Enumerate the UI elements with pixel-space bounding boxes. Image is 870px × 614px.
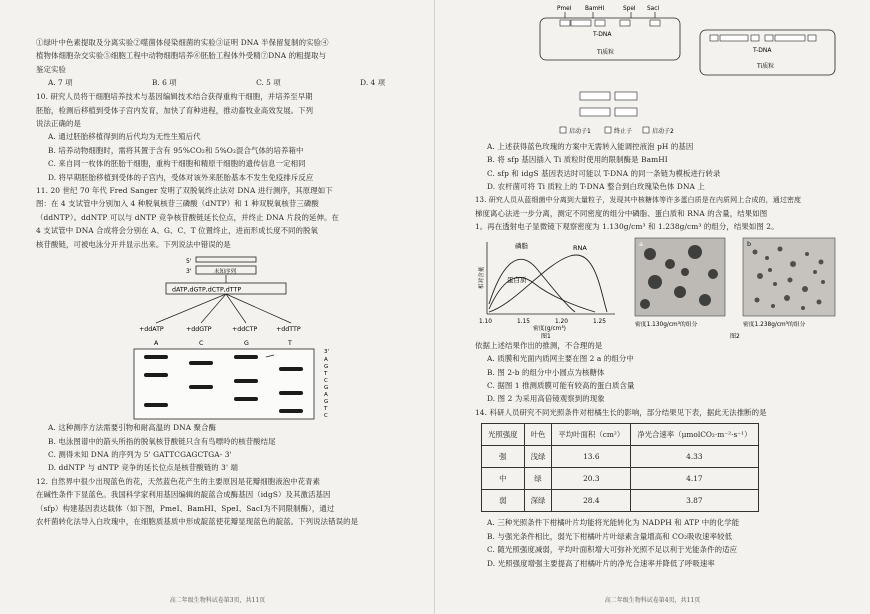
q13-stem-2: 梯度离心法进一步分离，测定不同密度的组分中磷脂、蛋白质和 RNA 的含量，结果如图 <box>475 209 768 219</box>
q9-options <box>36 76 425 90</box>
cell-color: 浅绿 <box>524 446 552 468</box>
q10-stem-2: 胚胎，检测后移植到受体子宫内发育，加快了育种进程，推动畜牧业高效发展。下列 <box>36 105 314 115</box>
q10-option-c: C. 来自同一枚体的胚胎干细胞，重构干细胞和精原干细胞的遗传信息一定相同 <box>48 159 306 169</box>
gel-box <box>134 349 314 419</box>
insert-fragment-3 <box>580 108 610 116</box>
strand-3prime: 3' <box>186 268 192 276</box>
add-ddctp: +ddCTP <box>232 326 258 334</box>
primer-strand <box>196 257 256 262</box>
figure2-caption: 图2 <box>730 332 740 339</box>
ti-label-1: Ti质粒 <box>597 49 615 56</box>
legend-terminator: 终止子 <box>614 128 633 135</box>
left-column <box>36 0 425 528</box>
tdna-label-1: T-DNA <box>593 31 612 38</box>
table-row <box>482 446 759 468</box>
q13-lead: 依据上述结果作出的推测，不合理的是 <box>475 340 603 350</box>
curve-protein <box>489 277 595 312</box>
q14-option-b: B. 与强光条件相比，弱光下柑橘叶片叶绿素含量增高和 CO₂吸收速率较低 <box>487 531 733 541</box>
side-seq-5: A <box>324 392 328 399</box>
q12-option-b: B. 将 sfp 基因插入 Ti 质粒时使用的限制酶是 BamHⅠ <box>487 155 668 165</box>
q11-stem-3: （ddNTP）。ddNTP 可以与 dNTP 竞争核苷酸链延长位点，并终止 DNA 片段的延伸。在 <box>36 212 339 222</box>
cell-area: 28.4 <box>552 490 631 512</box>
q14-header-color: 叶色 <box>524 424 552 446</box>
label-rna: RNA <box>573 243 587 252</box>
micrograph-b-caption: 密度1.238g/cm³的组分 <box>743 321 806 328</box>
q14-header-rate: 净光合速率（μmolCO₂·m⁻²·s⁻¹） <box>631 424 758 446</box>
tdna-cassette-1 <box>560 20 660 26</box>
q14-option-d: D. 光照强度增强主要提高了柑橘叶片的净光合速率并降低了呼吸速率 <box>487 558 715 568</box>
tdna-label-2: T-DNA <box>753 47 772 54</box>
add-ddttp: +ddTTP <box>276 326 301 334</box>
q14-stem: 14. 科研人员研究不同光照条件对柑橘生长的影响，部分结果见下表，据此无法推断的是 <box>475 407 767 417</box>
q12-stem-3: （sfp）构建基因表达载体（如下图，PmeⅠ、BamHⅠ、SpeⅠ、SacⅠ为不同限制酶），通过 <box>36 503 335 513</box>
micrograph-b <box>743 238 835 316</box>
intro-line-3: 鉴定实验 <box>36 64 66 74</box>
q13-figures <box>475 234 842 339</box>
table-row <box>482 468 759 490</box>
promoter2-swatch <box>643 127 649 133</box>
q10-stem-3: 说法正确的是 <box>36 119 81 129</box>
q11-stem-1: 11. 20 世纪 70 年代 Fred Sanger 发明了双脱氧终止法对 DNA 进行测序，其原理如下 <box>36 186 333 196</box>
side-seq-6: G <box>324 399 329 406</box>
q10-option-d: D. 将早期胚胎移植到受体的子宫内，受体对该外来胚胎基本不发生免疫排斥反应 <box>48 172 314 182</box>
q13-stem-3: 1。再在透射电子显微镜下观察密度为 1.130g/cm³ 和 1.238g/cm³ 的组分，结果如图 2。 <box>475 222 779 232</box>
cell-rate: 4.33 <box>631 446 758 468</box>
lane-t-label: T <box>288 340 292 348</box>
table-row <box>482 490 759 512</box>
side-sequence <box>323 357 330 419</box>
q13-option-c: C. 据图 1 推测质膜可能有较高的蛋白质含量 <box>487 381 635 391</box>
intro-line-1: ①绿叶中色素提取及分离实验②噬菌体侵染细菌的实验③证明 DNA 半保留复制的实验④ <box>36 38 329 47</box>
q14-header-row <box>482 424 759 446</box>
density-chart <box>477 241 615 339</box>
ti-label-2: Ti质粒 <box>757 63 775 70</box>
side-seq-1: G <box>324 364 329 371</box>
y-axis-label: 相对含量 <box>479 266 485 289</box>
q9-option-a: A. 7 项 <box>48 78 73 88</box>
q12-option-d: D. 农杆菌可将 Ti 质粒上的 T-DNA 整合到白玫瑰染色体 DNA 上 <box>487 182 705 192</box>
tick-125: 1.25 <box>593 318 606 325</box>
right-footer: 高二年级生物科试卷第4页，共11页 <box>604 597 701 604</box>
micrograph-a-label: a <box>639 239 643 248</box>
cell-light: 中 <box>482 468 525 490</box>
curve-phospholipid <box>489 259 575 312</box>
micrograph-a <box>635 238 725 316</box>
insert-fragment-4 <box>615 108 637 116</box>
terminator-swatch <box>605 127 611 133</box>
q14-header-area: 平均叶面积（cm²） <box>552 424 631 446</box>
q14-table <box>481 423 759 512</box>
q12-stem-2: 在碱性条件下显蓝色。我国科学家利用基因编辑的靛蓝合成酶基因（idgS）及其激活基因 <box>36 490 331 500</box>
tdna-cassette-2 <box>710 35 816 41</box>
label-protein: 蛋白质 <box>507 275 527 284</box>
tick-115: 1.15 <box>517 318 530 325</box>
q12-option-c: C. sfp 和 idgS 基因表达时可能以 T-DNA 的同一条链为模板进行转录 <box>487 168 721 178</box>
cell-area: 13.6 <box>552 446 631 468</box>
site-ticks <box>565 12 655 18</box>
insert-fragment-1 <box>580 92 610 100</box>
site-bamhi: BamHⅠ <box>585 6 605 12</box>
q12-stem-1: 12. 自然界中很少出现蓝色的花，天然蓝色花产生的主要原因是花瓣细胞液泡中花青素 <box>36 476 321 486</box>
q9-option-b: B. 6 项 <box>152 78 177 88</box>
sanger-figure <box>36 251 426 421</box>
q11-stem-2: 图：在 4 支试管中分别加入 4 种脱氧核苷三磷酸（dNTP）和 1 种双脱氧核苷三磷酸 <box>36 199 319 209</box>
micrograph-a-caption: 密度1.130g/cm³的组分 <box>635 321 698 328</box>
strand-5prime: 5' <box>186 258 192 266</box>
q11-option-a: A. 这种测序方法需要引物和耐高温的 DNA 聚合酶 <box>48 423 217 433</box>
plasmid-legend <box>560 127 674 135</box>
lane-g-label: G <box>244 340 249 348</box>
branch-arrows <box>156 294 291 323</box>
q11-stem-5: 核苷酸链，可被电泳分开并显示出来。下列说法中错误的是 <box>36 239 231 249</box>
site-spei: SpeⅠ <box>623 6 636 12</box>
label-phospholipid: 磷脂 <box>515 241 528 250</box>
q10-option-b: B. 培养动物细胞时，需将其置于含有 95%CO₂和 5%O₂混合气体的培养箱中 <box>48 145 304 155</box>
right-column <box>475 0 842 570</box>
q9-option-c: C. 5 项 <box>256 78 281 88</box>
q13-stem-1: 13. 研究人员从蓝细菌中分离到大量粒子，发现其中核糖体等许多蛋白质是在内质网上合成的，通过密度 <box>475 195 802 204</box>
q9-option-d: D. 4 项 <box>360 78 385 88</box>
plasmid-figure <box>475 0 855 140</box>
q12-stem-4: 农杆菌转化法导入白玫瑰中，在细胞质基质中形成靛蓝使花瓣显现蓝色的靛蓝。下列说法错误的是 <box>36 516 359 526</box>
q11-option-c: C. 测得未知 DNA 的序列为 5' GATTCGAGCTGA- 3' <box>48 449 232 459</box>
micrograph-b-label: b <box>747 239 752 248</box>
side-seq-4: G <box>324 385 329 392</box>
unknown-seq-label: 未知序列 <box>214 269 237 276</box>
side-seq-2: T <box>324 371 328 378</box>
q11-option-b: B. 电泳图谱中的箭头所指的脱氧核苷酸链只含有鸟嘌呤的核苷酸结尾 <box>48 436 276 446</box>
side-seq-8: C <box>324 413 328 420</box>
q10-stem-1: 10. 研究人员将干细胞培养技术与基因编辑技术结合获得重构干细胞，并培养至早期 <box>36 92 313 102</box>
right-page <box>435 0 870 614</box>
figure1-caption: 图1 <box>541 332 551 339</box>
add-ddgtp: +ddGTP <box>186 326 212 334</box>
q13-option-a: A. 质膜和光面内质网主要在图 2 a 的组分中 <box>487 354 634 364</box>
dntp-label: dATP,dGTP,dCTP,dTTP <box>172 286 242 294</box>
q13-option-b: B. 图 2-b 的组分中小圆点为核糖体 <box>487 367 605 377</box>
q14-option-a: A. 三种光照条件下柑橘叶片均能将光能转化为 NADPH 和 ATP 中的化学能 <box>487 518 740 528</box>
q11-stem-4: 4 支试管中 DNA 合成将会分别在 A、G、C、T 位置终止，进而形成长度不同的脱氧 <box>36 226 319 236</box>
side-seq-0: A <box>324 357 328 364</box>
side-seq-7: T <box>324 406 328 413</box>
promoter1-swatch <box>560 127 566 133</box>
q14-header-light: 光照强度 <box>482 424 525 446</box>
side-3prime: 3' <box>324 349 330 356</box>
side-seq-3: C <box>324 378 328 385</box>
site-saci: SacⅠ <box>647 6 660 12</box>
cell-rate: 3.87 <box>631 490 758 512</box>
site-labels <box>557 6 659 12</box>
cell-rate: 4.17 <box>631 468 758 490</box>
cell-color: 绿 <box>524 468 552 490</box>
lane-c-label: C <box>199 340 204 348</box>
cell-light: 强 <box>482 446 525 468</box>
cell-color: 深绿 <box>524 490 552 512</box>
lane-a-label: A <box>154 340 159 348</box>
cell-light: 弱 <box>482 490 525 512</box>
site-pmei: PmeⅠ <box>557 6 572 12</box>
tick-120: 1.20 <box>555 318 568 325</box>
x-axis-label: 密度(g/cm³) <box>533 325 566 332</box>
left-footer: 高二年级生物科试卷第3页，共11页 <box>169 597 266 604</box>
insert-fragment-2 <box>615 92 637 100</box>
q10-option-a: A. 通过胚胎移植得到的后代均为无性生殖后代 <box>48 132 201 142</box>
legend-promoter1: 启动子1 <box>569 128 591 135</box>
legend-promoter2: 启动子2 <box>652 128 674 135</box>
q14-option-c: C. 随光照强度减弱，平均叶面积增大可弥补光照不足以利于光能条件的适应 <box>487 545 738 555</box>
cell-area: 20.3 <box>552 468 631 490</box>
add-ddatp: +ddATP <box>139 326 164 334</box>
q12-option-a: A. 上述获得蓝色玫瑰的方案中无需转入能调控液泡 pH 的基因 <box>487 142 694 151</box>
tick-110: 1.10 <box>479 318 492 325</box>
q11-option-d: D. ddNTP 与 dNTP 竞争的延长位点是核苷酸链的 3' 端 <box>48 463 239 473</box>
q13-option-d: D. 图 2 为采用高倍镜观察到的现象 <box>487 394 605 404</box>
intro-line-2: 植物体细胞杂交实验⑤细胞工程中动物细胞培养⑥胚胎工程体外受精⑦DNA 的粗提取与 <box>36 51 327 61</box>
